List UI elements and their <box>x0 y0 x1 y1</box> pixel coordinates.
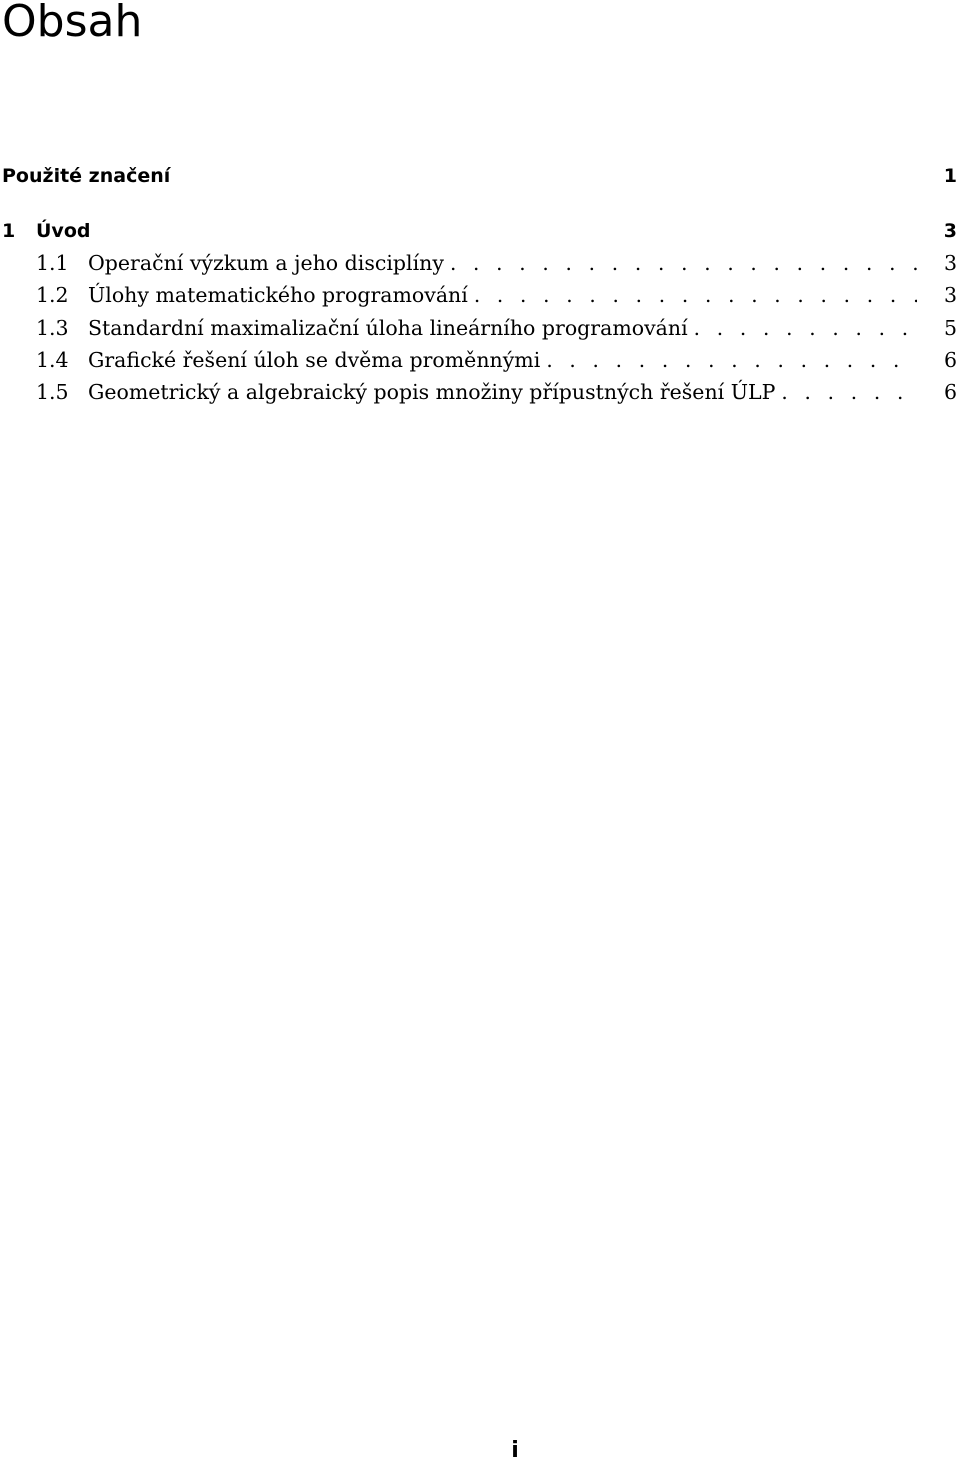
toc-entry-section-1-5[interactable] <box>0 377 957 407</box>
toc-entry-page: 3 <box>943 283 957 307</box>
toc-dot-leader <box>474 280 917 310</box>
toc-entry-title: Operační výzkum a jeho disciplíny <box>88 251 444 275</box>
toc-dot-leader <box>546 345 917 375</box>
toc-entry-section-1-1[interactable] <box>0 248 957 278</box>
toc-entry-section-1-3[interactable] <box>0 313 957 343</box>
toc-entry-page: 1 <box>943 165 957 187</box>
toc-entry-title: Použité značení <box>2 165 171 187</box>
toc-entry-page: 6 <box>943 380 957 404</box>
toc-entry-number: 1 <box>2 220 16 242</box>
toc-dot-leader <box>781 377 917 407</box>
page-number: i <box>511 1438 519 1463</box>
toc-entry-title: Geometrický a algebraický popis množiny přípustných řešení ÚLP <box>88 380 776 404</box>
toc-entry-title: Standardní maximalizační úloha lineárního programování <box>88 316 688 340</box>
toc-entry-title: Úvod <box>36 220 91 242</box>
toc-entry-number: 1.1 <box>36 251 69 275</box>
toc-dot-leader <box>694 313 917 343</box>
toc-entry-front-matter[interactable] <box>0 160 957 190</box>
toc-entry-number: 1.3 <box>36 316 69 340</box>
toc-entry-page: 5 <box>943 316 957 340</box>
toc-entry-chapter-1[interactable] <box>0 215 957 245</box>
toc-entry-section-1-4[interactable] <box>0 345 957 375</box>
toc-entry-title: Úlohy matematického programování <box>88 283 468 307</box>
toc-entry-page: 3 <box>943 220 957 242</box>
toc-dot-leader <box>450 248 917 278</box>
page-title: Obsah <box>2 0 143 47</box>
toc-entry-number: 1.2 <box>36 283 69 307</box>
toc-entry-number: 1.5 <box>36 380 69 404</box>
toc-entry-page: 3 <box>943 251 957 275</box>
toc-entry-section-1-2[interactable] <box>0 280 957 310</box>
toc-entry-number: 1.4 <box>36 348 69 372</box>
toc-entry-page: 6 <box>943 348 957 372</box>
toc-entry-title: Grafické řešení úloh se dvěma proměnnými <box>88 348 541 372</box>
